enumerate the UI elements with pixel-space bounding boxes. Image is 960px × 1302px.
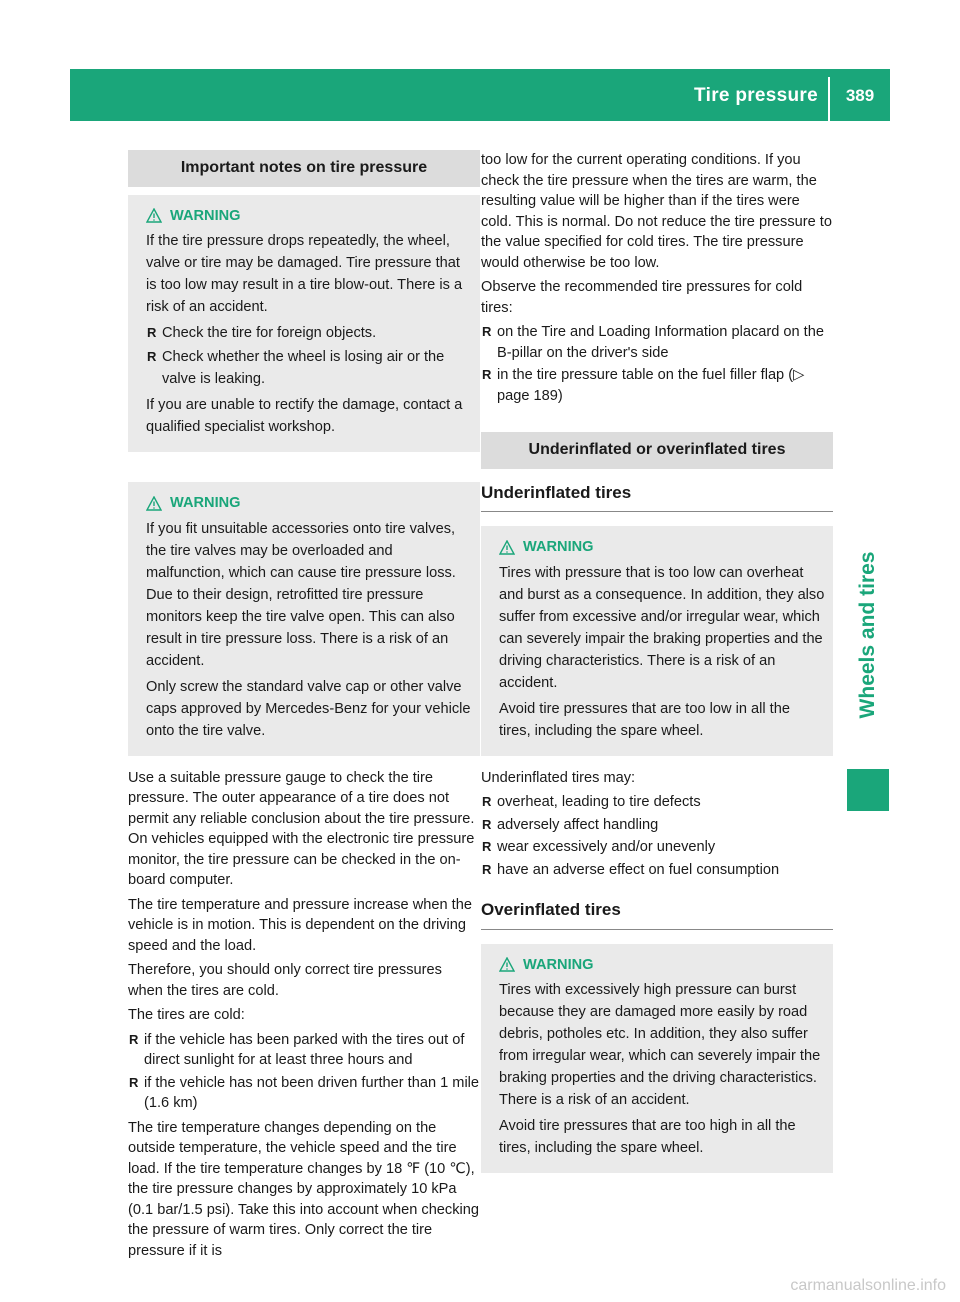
section-side-tab <box>847 515 889 755</box>
list-item: R wear excessively and/or unevenly <box>481 837 833 858</box>
warning-text: Avoid tire pressures that are too high in all the tires, including the spare wheel. <box>499 1118 796 1156</box>
body-paragraph: The tires are cold: <box>128 1007 245 1023</box>
section-title-important-notes: Important notes on tire pressure <box>128 150 480 187</box>
warning-box <box>481 944 833 1174</box>
list-item: R on the Tire and Loading Information placard on the B-pillar on the driver's side <box>481 322 833 363</box>
list-item: R have an adverse effect on fuel consumption <box>481 860 833 881</box>
warning-triangle-icon <box>499 540 515 555</box>
body-paragraph: too low for the current operating conditions. If you check the tire pressure when the tires are warm, the resulting value will be higher than if the tires were cold. This is normal. Do not reduce the tire pressure to the value specified for cold tires. The tire pressure would otherwise be too low. <box>481 152 832 271</box>
list-item: R if the vehicle has not been driven further than 1 mile (1.6 km) <box>128 1073 480 1114</box>
body-paragraph: Underinflated tires may: <box>481 769 636 786</box>
warning-text: If you fit unsuitable accessories onto tire valves, the tire valves may be overloaded and malfunction, which can cause tire pressure loss. Due to their design, retrofitted tire pressure monitors keep the tire valve open. This can also result in tire pressure loss. There is a risk of an accident. <box>146 520 456 669</box>
body-paragraph: Use a suitable pressure gauge to check the tire pressure. The outer appearance of a tire does not permit any reliable conclusion about the tire pressure. On vehicles equipped with the electronic tire pressure monitor, the tire pressure can be checked in the on-board computer. <box>128 769 475 888</box>
warning-triangle-icon <box>146 208 162 223</box>
pressure-locations <box>481 322 833 406</box>
body-paragraph: Observe the recommended tire pressures for cold tires: <box>481 279 803 316</box>
warning-box <box>481 526 833 756</box>
watermark: carmanualsonline.info <box>790 1276 946 1294</box>
list-item[interactable]: R in the tire pressure table on the fuel filler flap (▷ page 189) <box>481 365 833 406</box>
warning-triangle-icon <box>146 496 162 511</box>
header-divider <box>828 77 830 121</box>
list-item: R overheat, leading to tire defects <box>481 792 833 813</box>
list-item: R adversely affect handling <box>481 815 833 836</box>
body-paragraph: Therefore, you should only correct tire pressures when the tires are cold. <box>128 962 442 999</box>
warning-text: Tires with pressure that is too low can overheat and burst as a consequence. In addition, they also suffer from excessive and/or irregular wear, which can severely impair the braking properties and the driving characteristics. There is a risk of an accident. <box>499 564 825 691</box>
warning-title: WARNING <box>146 206 472 227</box>
side-tab-marker <box>847 769 889 811</box>
warning-text: Only screw the standard valve cap or other valve caps approved by Mercedes-Benz for your vehicle onto the tire valve. <box>146 678 471 739</box>
warning-title: WARNING <box>499 955 825 976</box>
chapter-title: Tire pressure <box>694 85 818 106</box>
list-item: R Check the tire for foreign objects. <box>146 322 472 344</box>
body-paragraph: The tire temperature and pressure increase when the vehicle is in motion. This is dependent on the driving speed and the load. <box>128 896 472 954</box>
left-column <box>128 150 480 1265</box>
body-paragraph: The tire temperature changes depending on the outside temperature, the vehicle speed and the tire load. If the tire temperature changes by 18 ℉ (10 ℃), the tire pressure changes by approximately 10 kPa (0.1 bar/1.5 psi). Take this into account when checking the pressure of warm tires. Only correct the tire pressure if it is <box>128 1119 479 1259</box>
subheading-overinflated: Overinflated tires <box>481 894 833 930</box>
cold-tire-conditions <box>128 1030 480 1114</box>
list-item: R if the vehicle has been parked with the tires out of direct sunlight for at least three hours and <box>128 1030 480 1071</box>
warning-bullets <box>146 322 472 390</box>
underinflation-effects <box>481 792 833 880</box>
right-column <box>481 150 833 1185</box>
subheading-underinflated: Underinflated tires <box>481 477 833 513</box>
warning-text: Tires with excessively high pressure can burst because they are damaged more easily by road debris, potholes etc. In addition, they also suffer from irregular wear, which can severely impair the braking properties and the driving characteristics. There is a risk of an accident. <box>499 982 821 1108</box>
list-item: R Check whether the wheel is losing air or the valve is leaking. <box>146 346 472 390</box>
warning-box <box>128 195 480 453</box>
section-title-under-overinflated: Underinflated or overinflated tires <box>481 432 833 469</box>
warning-title: WARNING <box>146 493 472 514</box>
warning-title: WARNING <box>499 537 825 558</box>
warning-box <box>128 482 480 756</box>
warning-text: If you are unable to rectify the damage, contact a qualified specialist workshop. <box>146 397 463 435</box>
page-header <box>70 69 890 121</box>
warning-text: Avoid tire pressures that are too low in all the tires, including the spare wheel. <box>499 700 790 739</box>
page-number: 389 <box>845 86 875 105</box>
warning-text: If the tire pressure drops repeatedly, the wheel, valve or tire may be damaged. Tire pressure that is too low may result in a tire blow-out. There is a risk of an accident. <box>146 233 463 315</box>
side-tab-label: Wheels and tires <box>855 551 879 719</box>
warning-triangle-icon <box>499 957 515 972</box>
